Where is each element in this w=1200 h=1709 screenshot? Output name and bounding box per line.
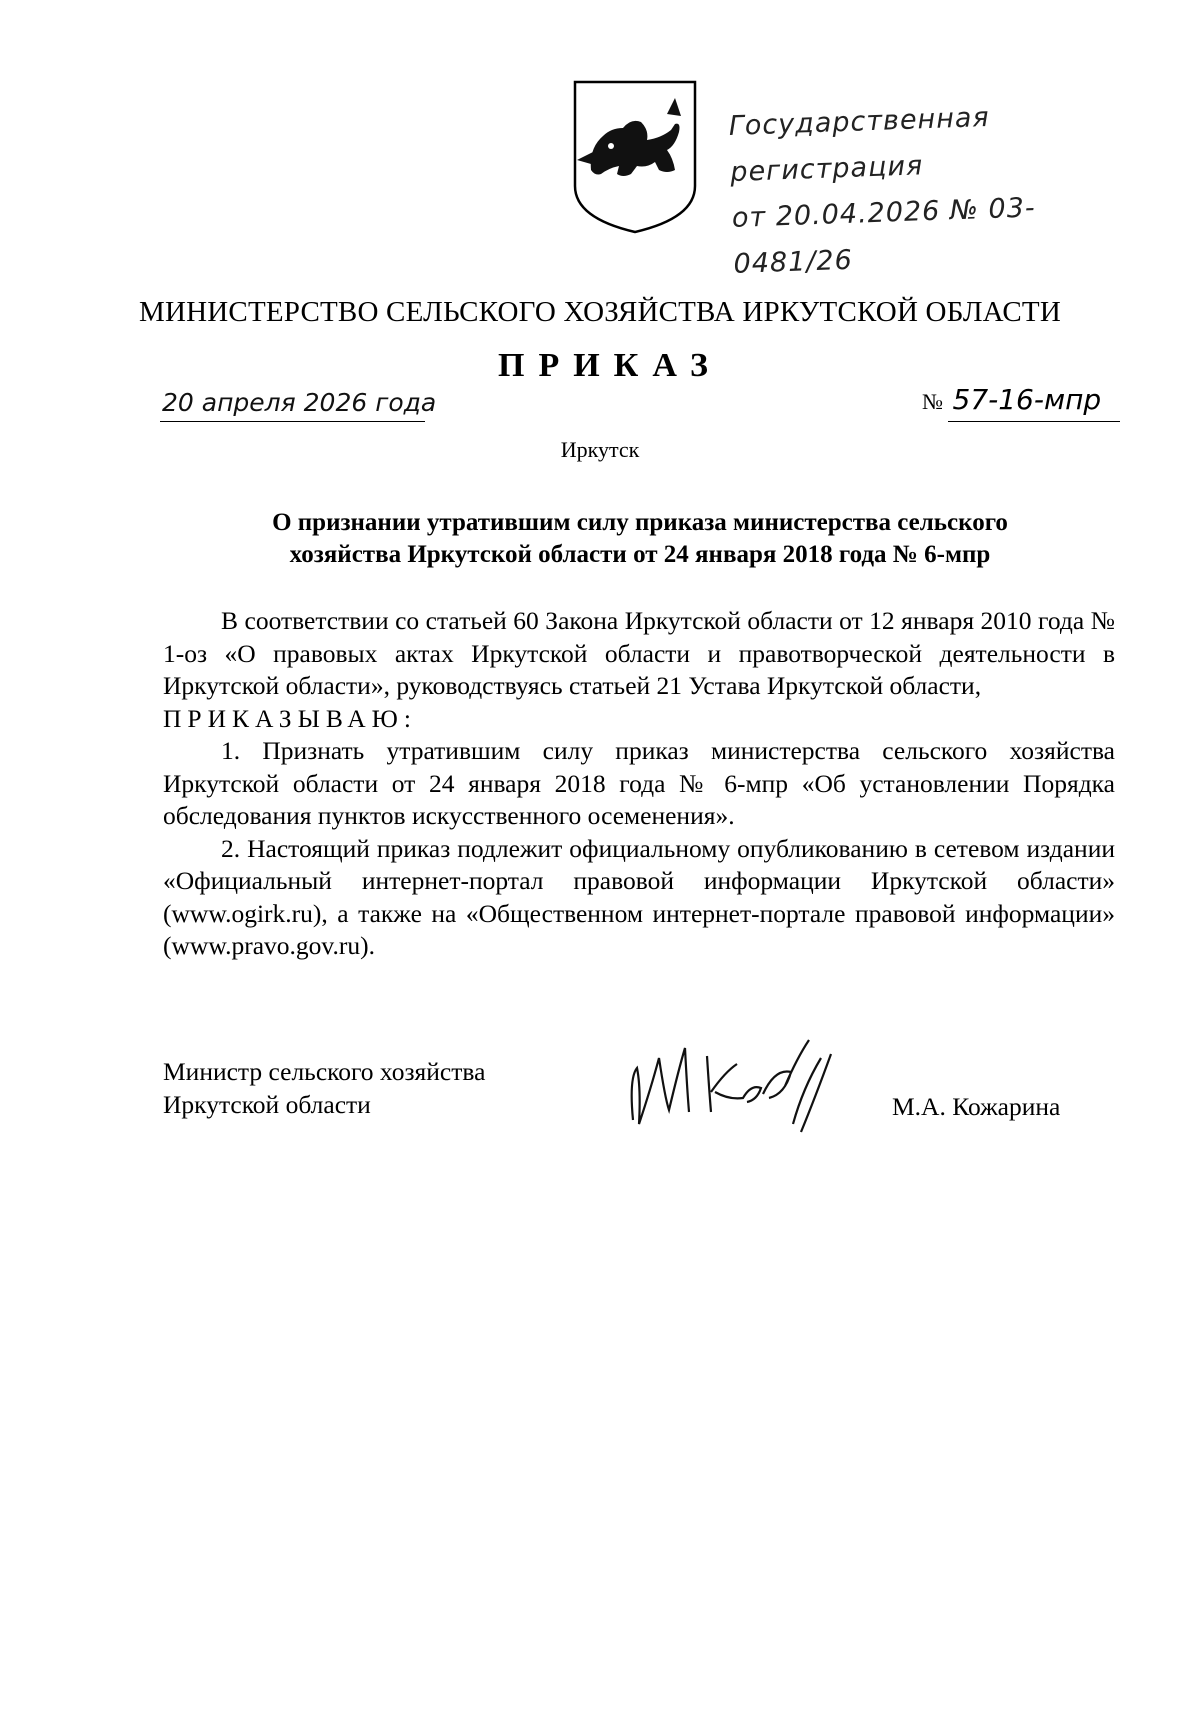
signatory-position bbox=[163, 1056, 485, 1121]
registration-line-2: от 20.04.2026 № 03-0481/26 bbox=[731, 192, 1037, 280]
ministry-title: МИНИСТЕРСТВО СЕЛЬСКОГО ХОЗЯЙСТВА ИРКУТСКОЙ ОБЛАСТИ bbox=[139, 296, 1061, 328]
position-line-2: Иркутской области bbox=[163, 1089, 371, 1119]
registration-line-1: Государственная регистрация bbox=[728, 101, 991, 188]
date-underline bbox=[160, 421, 425, 422]
preamble-paragraph: В соответствии со статьей 60 Закона Иркутской области от 12 января 2010 года № 1-оз «О правовых актах Иркутской области и правотворческой деятельности в Иркутской области», руководствуясь статьей 21 Устава Иркутской области, bbox=[163, 606, 1115, 700]
subject-line-1: О признании утратившим силу приказа министерства сельского bbox=[272, 509, 1008, 536]
signatory-name: М.А. Кожарина bbox=[892, 1092, 1061, 1121]
registration-note bbox=[728, 90, 1134, 288]
order-word: ПРИКАЗЫВАЮ: bbox=[163, 703, 417, 733]
document-subject bbox=[160, 507, 1120, 571]
number-underline bbox=[948, 421, 1120, 422]
document-type: ПРИКАЗ bbox=[498, 347, 722, 384]
number-sign: № bbox=[922, 389, 943, 414]
order-date: 20 апреля 2026 года bbox=[162, 388, 437, 417]
coat-of-arms-icon bbox=[571, 78, 699, 236]
item-2-paragraph: 2. Настоящий приказ подлежит официальному опубликованию в сетевом издании «Официальный интернет-портал правовой информации Иркутской области» (www.ogirk.ru), а также на «Общественном интернет-портале правовой информации» (www.pravo.gov.ru). bbox=[163, 833, 1115, 960]
handwritten-signature bbox=[625, 1028, 855, 1148]
document-body bbox=[163, 605, 1115, 963]
subject-line-2: хозяйства Иркутской области от 24 января 2018 года № 6-мпр bbox=[289, 541, 991, 568]
order-number: 57-16-мпр bbox=[952, 383, 1102, 416]
city: Иркутск bbox=[560, 437, 640, 462]
item-1-paragraph: 1. Признать утратившим силу приказ министерства сельского хозяйства Иркутской области от 24 января 2018 года № 6-мпр «Об установлении Порядка обследования пунктов искусственного осеменения». bbox=[163, 736, 1115, 830]
position-line-1: Министр сельского хозяйства bbox=[163, 1057, 486, 1086]
order-number-block bbox=[922, 383, 1101, 416]
